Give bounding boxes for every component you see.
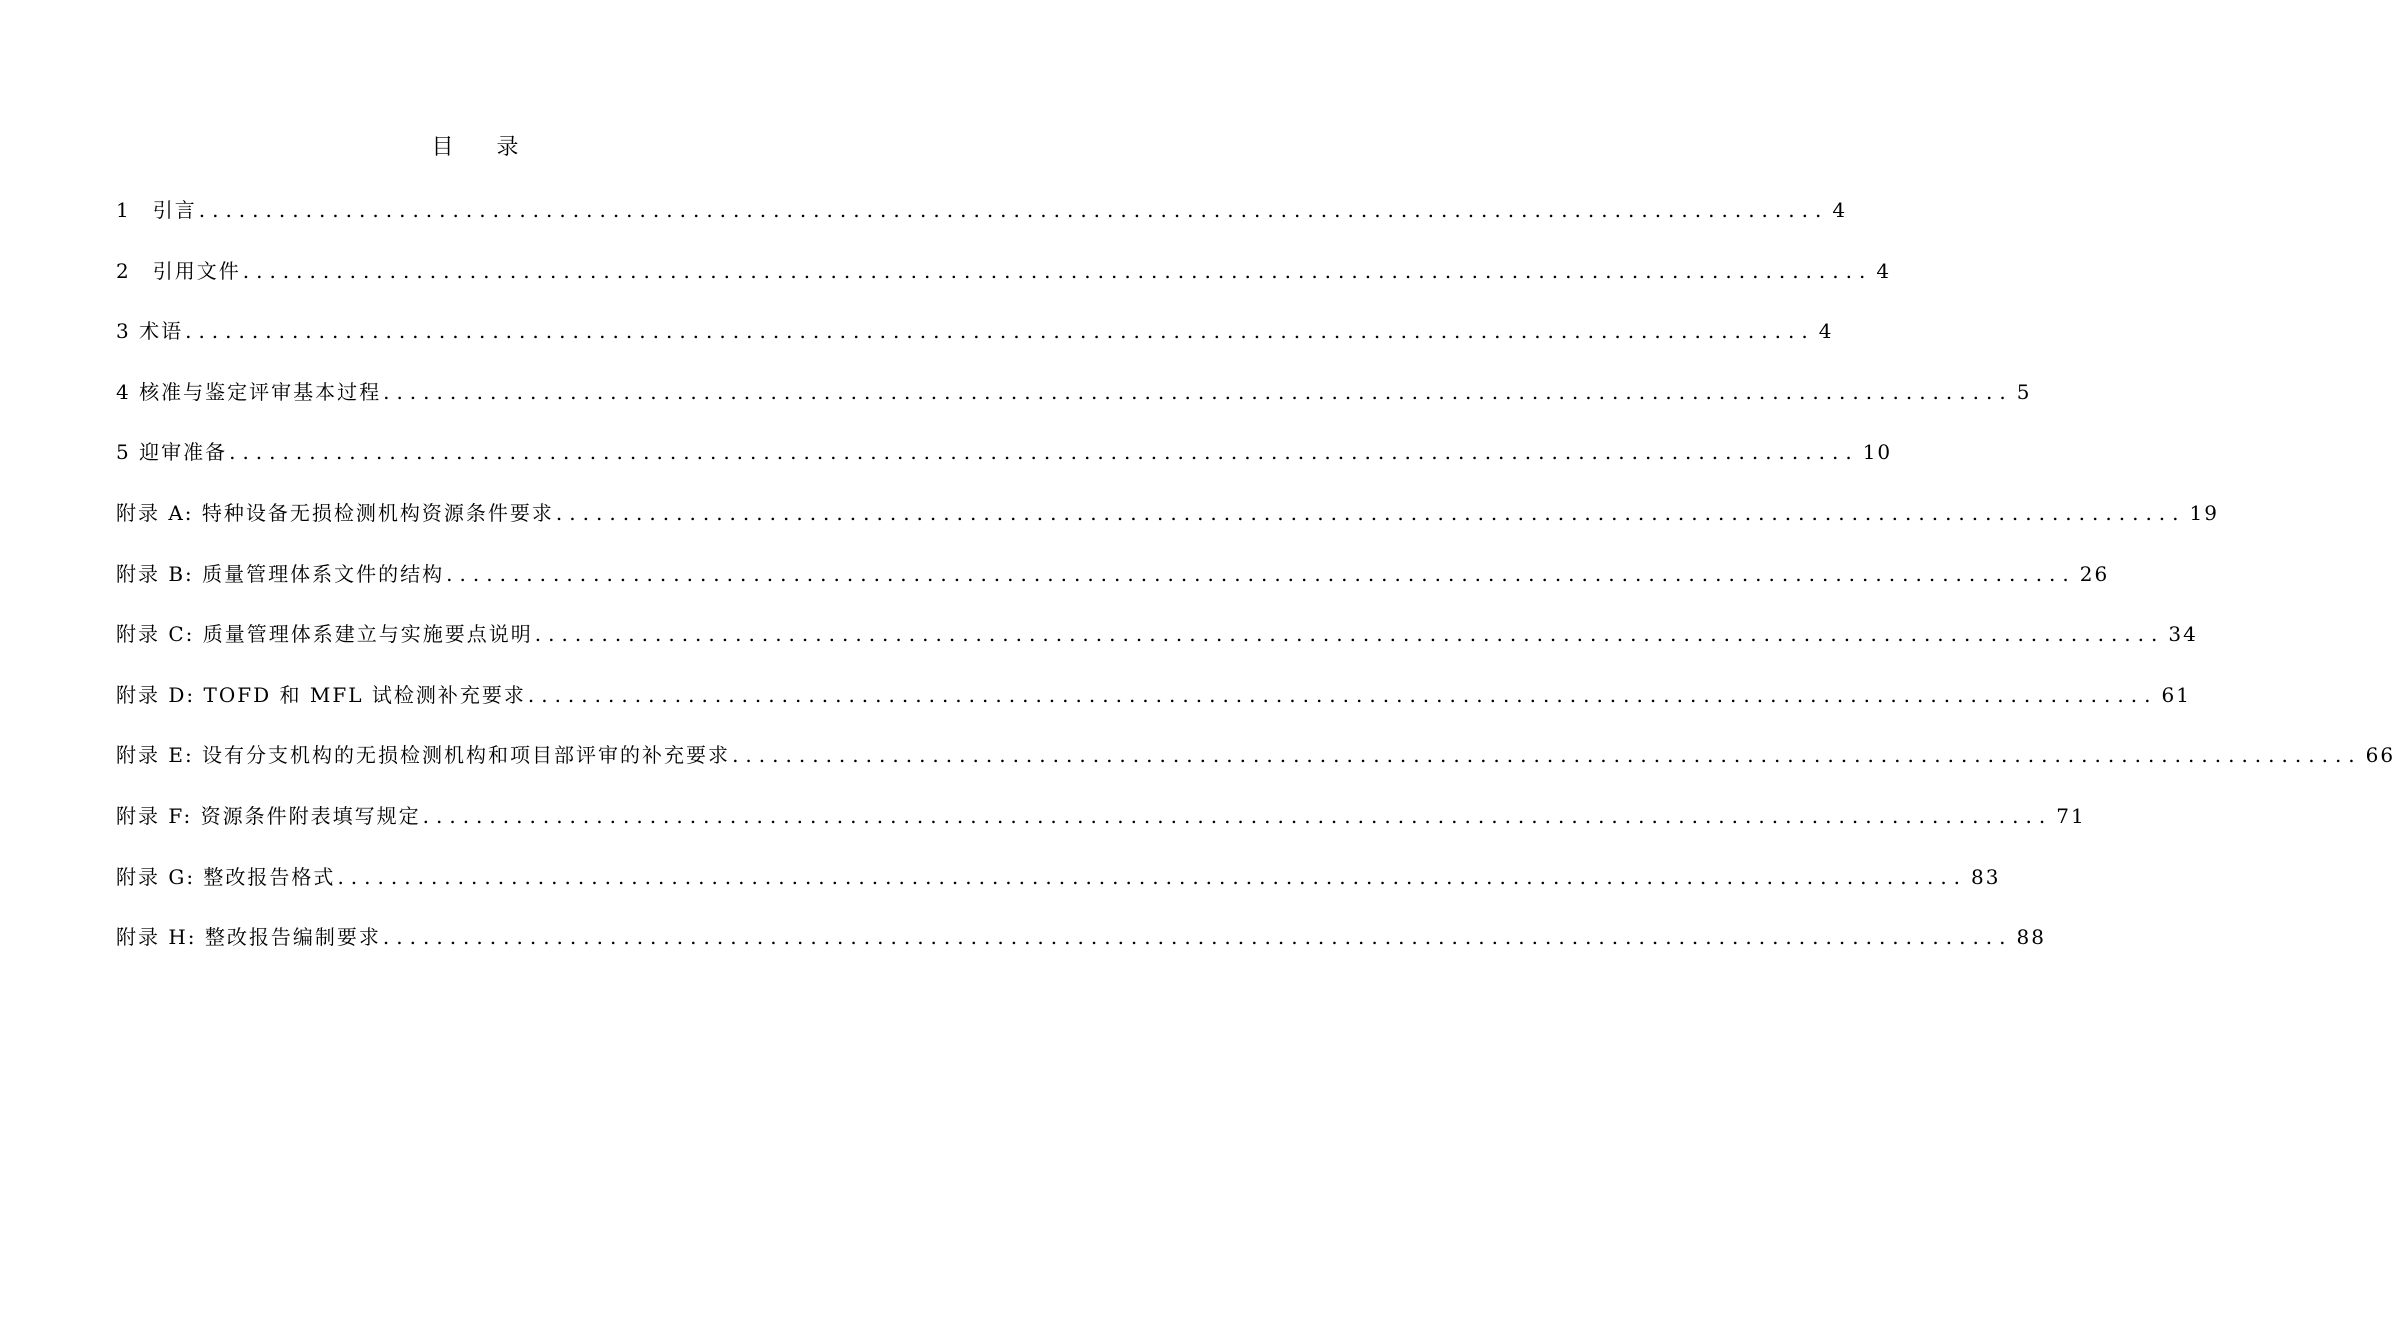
toc-entry-label: 附录 H: 整改报告编制要求 (116, 925, 381, 950)
toc-entry-label: 附录 E: 设有分支机构的无损检测机构和项目部评审的补充要求 (116, 743, 731, 768)
toc-entry-label: 附录 B: 质量管理体系文件的结构 (116, 561, 445, 586)
toc-dot-leader: .......................................................................................................................... (185, 319, 1815, 344)
toc-entry-2[interactable] (116, 251, 1892, 312)
toc-entry-page: 5 (2016, 379, 2032, 404)
toc-entry-page: 83 (1971, 864, 2001, 889)
toc-entry-appendix-d[interactable] (116, 675, 2191, 736)
toc-dot-leader: .......................................................................................................................... (198, 198, 1829, 222)
toc-dot-leader: .......................................................................................................................... (337, 864, 1968, 889)
toc-dot-leader: .......................................................................................................................... (732, 743, 2362, 768)
toc-entry-page: 88 (2016, 925, 2046, 950)
toc-entry-label: 4 核准与鉴定评审基本过程 (116, 379, 382, 404)
toc-entry-label: 3 术语 (116, 319, 184, 344)
toc-dot-leader: .......................................................................................................................... (422, 803, 2053, 828)
toc-entry-page: 71 (2056, 803, 2086, 828)
toc-entry-label: 附录 F: 资源条件附表填写规定 (116, 803, 421, 828)
toc-entry-page: 26 (2079, 561, 2110, 586)
toc-list (116, 190, 2395, 978)
toc-entry-appendix-a[interactable] (116, 493, 2219, 554)
toc-entry-page: 4 (1876, 258, 1892, 283)
toc-dot-leader: .......................................................................................................................... (534, 622, 2165, 647)
toc-dot-leader: .......................................................................................................................... (242, 258, 1873, 283)
toc-title: 目 录 (431, 135, 537, 160)
toc-entry-label: 2 引用文件 (116, 258, 241, 283)
toc-entry-5[interactable] (116, 432, 1893, 493)
toc-entry-1[interactable] (116, 190, 1848, 251)
toc-entry-label: 附录 G: 整改报告格式 (116, 864, 336, 889)
toc-dot-leader: .......................................................................................................................... (383, 379, 2013, 404)
toc-entry-label: 附录 C: 质量管理体系建立与实施要点说明 (116, 622, 533, 647)
toc-entry-page: 10 (1862, 440, 1893, 465)
toc-entry-page: 4 (1818, 319, 1834, 344)
toc-entry-label: 1 引言 (116, 198, 197, 222)
toc-dot-leader: .......................................................................................................................... (229, 440, 1859, 465)
toc-entry-4[interactable] (116, 372, 2032, 433)
toc-entry-page: 34 (2168, 622, 2198, 647)
toc-entry-appendix-f[interactable] (116, 796, 2086, 857)
toc-entry-3[interactable] (116, 311, 1834, 372)
toc-entry-page: 19 (2189, 500, 2219, 525)
toc-entry-label: 附录 A: 特种设备无损检测机构资源条件要求 (116, 500, 554, 525)
toc-entry-page: 61 (2161, 682, 2191, 707)
toc-entry-appendix-c[interactable] (116, 614, 2198, 675)
toc-entry-label: 附录 D: TOFD 和 MFL 试检测补充要求 (116, 682, 526, 707)
toc-entry-page: 66 (2365, 743, 2395, 768)
toc-entry-appendix-h[interactable] (116, 917, 2046, 978)
toc-entry-appendix-b[interactable] (116, 554, 2110, 615)
toc-dot-leader: .......................................................................................................................... (555, 500, 2186, 525)
toc-entry-label: 5 迎审准备 (116, 440, 228, 465)
toc-dot-leader: .......................................................................................................................... (527, 682, 2158, 707)
toc-dot-leader: .......................................................................................................................... (446, 561, 2076, 586)
toc-dot-leader: .......................................................................................................................... (382, 925, 2013, 950)
toc-entry-appendix-g[interactable] (116, 857, 2001, 918)
toc-entry-page: 4 (1832, 198, 1848, 222)
toc-entry-appendix-e[interactable] (116, 735, 2395, 796)
